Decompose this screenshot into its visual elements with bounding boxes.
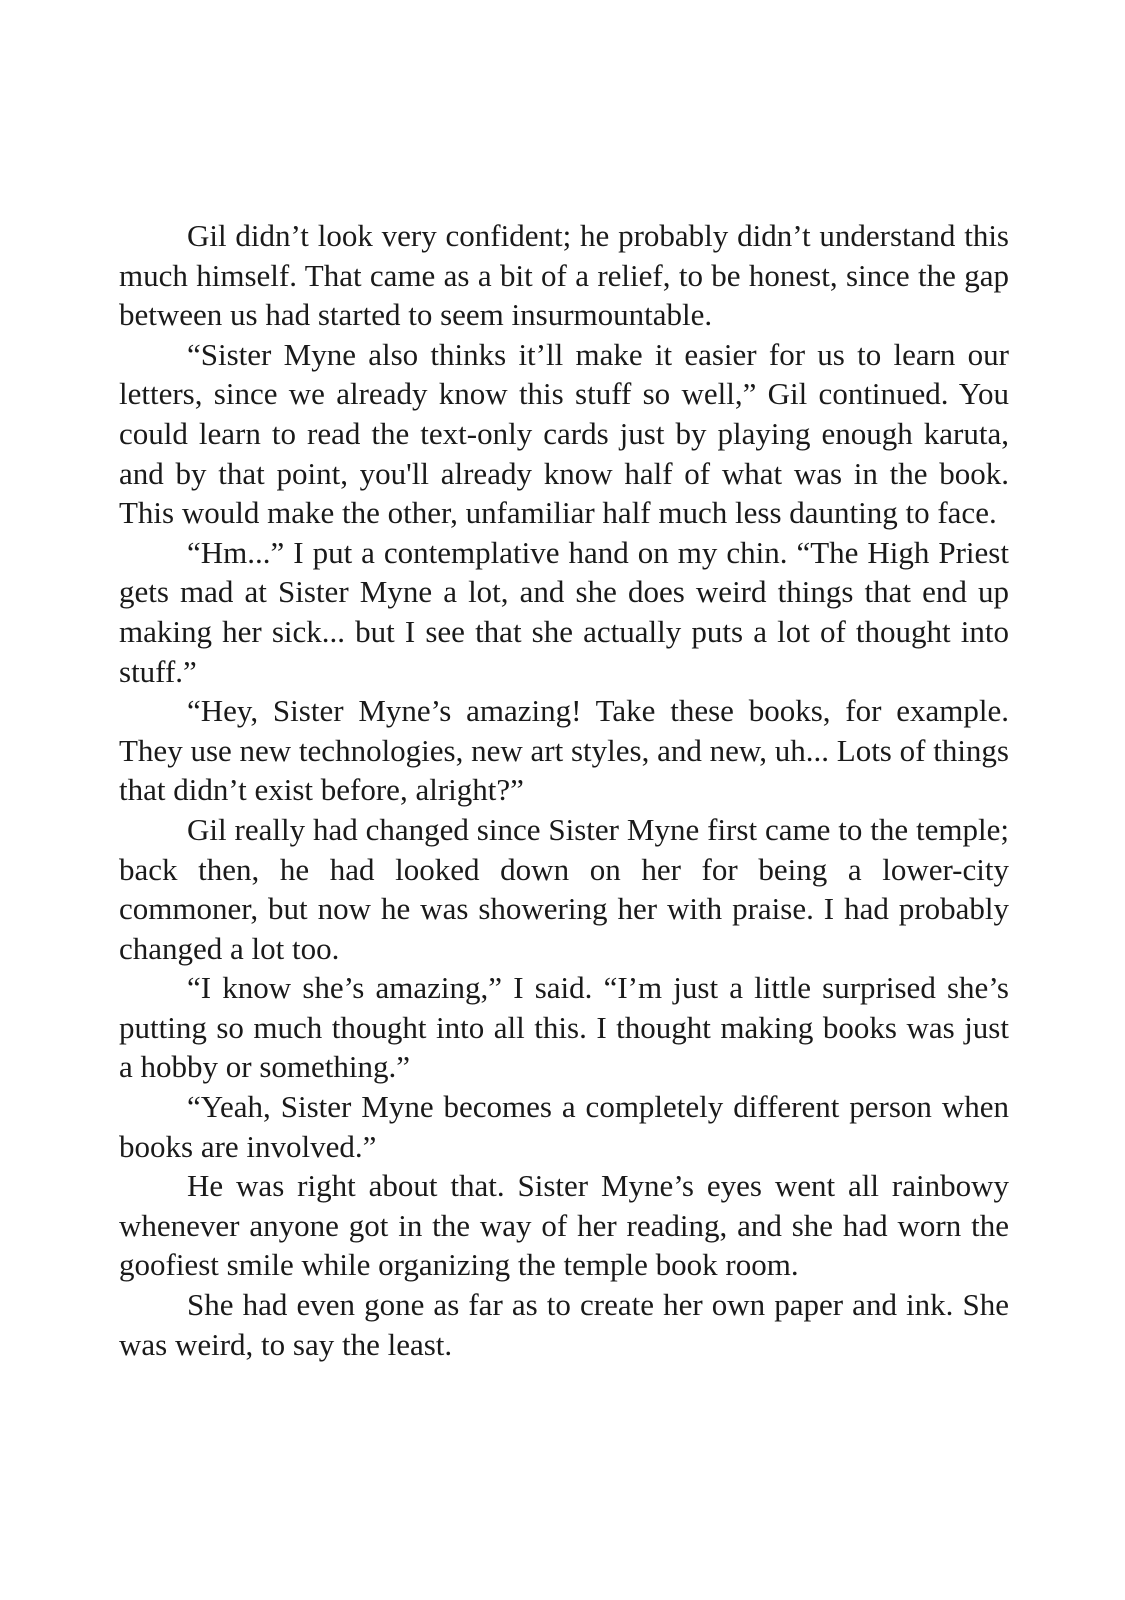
page-body-text bbox=[119, 216, 1009, 1364]
paragraph: “Yeah, Sister Myne becomes a completely different person when books are involved.” bbox=[119, 1089, 1009, 1164]
paragraph: “Sister Myne also thinks it’ll make it easier for us to learn our letters, since we already know this stuff so well,” Gil continued. You could learn to read the text-only cards just by playing enough karuta, and by that point, you'll already know half of what was in the book. This would make the other, unfamiliar half much less daunting to face. bbox=[119, 336, 1009, 531]
paragraph: Gil really had changed since Sister Myne first came to the temple; back then, he had looked down on her for being a lower-city commoner, but now he was showering her with praise. I had probably changed a lot too. bbox=[119, 811, 1009, 966]
paragraph: “Hm...” I put a contemplative hand on my chin. “The High Priest gets mad at Sister Myne a lot, and she does weird things that end up making her sick... but I see that she actually puts a lot of thought into stuff.” bbox=[119, 534, 1009, 689]
paragraph: “I know she’s amazing,” I said. “I’m just a little surprised she’s putting so much thought into all this. I thought making books was just a hobby or something.” bbox=[119, 970, 1009, 1085]
paragraph: She had even gone as far as to create her own paper and ink. She was weird, to say the least. bbox=[119, 1287, 1009, 1362]
paragraph: Gil didn’t look very confident; he probably didn’t understand this much himself. That came as a bit of a relief, to be honest, since the gap between us had started to seem insurmountable. bbox=[119, 218, 1009, 333]
paragraph: “Hey, Sister Myne’s amazing! Take these books, for example. They use new technologies, new art styles, and new, uh... Lots of things that didn’t exist before, alright?” bbox=[119, 693, 1009, 808]
paragraph: He was right about that. Sister Myne’s eyes went all rainbowy whenever anyone got in the way of her reading, and she had worn the goofiest smile while organizing the temple book room. bbox=[119, 1168, 1009, 1283]
